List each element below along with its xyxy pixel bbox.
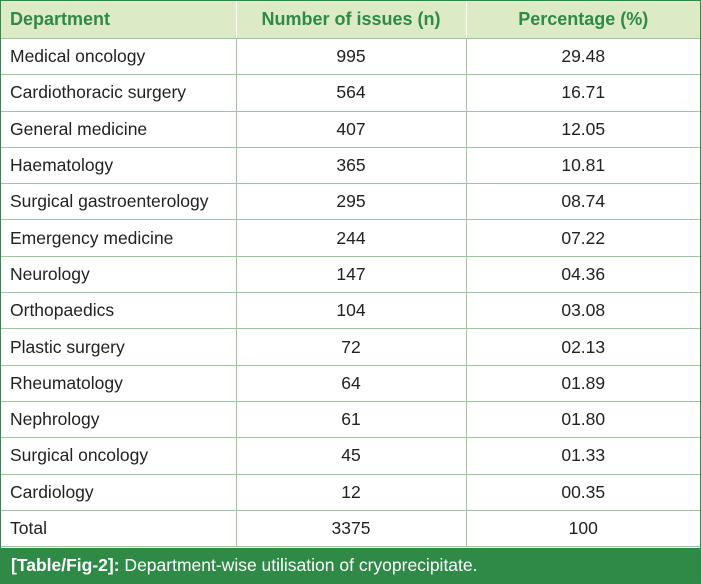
department-cell: Medical oncology — [1, 39, 236, 75]
header-percentage: Percentage (%) — [466, 1, 700, 39]
header-issues: Number of issues (n) — [236, 1, 466, 39]
header-department: Department — [1, 1, 236, 39]
table-row — [1, 474, 700, 510]
issues-cell: 61 — [236, 401, 466, 437]
issues-cell: 3375 — [236, 510, 466, 546]
percentage-cell: 07.22 — [466, 220, 700, 256]
issues-cell: 295 — [236, 184, 466, 220]
issues-cell: 72 — [236, 329, 466, 365]
department-cell: Rheumatology — [1, 365, 236, 401]
percentage-cell: 10.81 — [466, 147, 700, 183]
issues-cell: 564 — [236, 75, 466, 111]
percentage-cell: 01.80 — [466, 401, 700, 437]
department-cell: Plastic surgery — [1, 329, 236, 365]
percentage-cell: 03.08 — [466, 293, 700, 329]
percentage-cell: 08.74 — [466, 184, 700, 220]
percentage-cell: 100 — [466, 510, 700, 546]
table-row — [1, 365, 700, 401]
caption-tag: [Table/Fig-2]: — [11, 555, 120, 575]
percentage-cell: 04.36 — [466, 256, 700, 292]
percentage-cell: 29.48 — [466, 39, 700, 75]
table-row — [1, 293, 700, 329]
table-row — [1, 39, 700, 75]
table-header — [1, 1, 700, 39]
department-cell: Surgical gastroenterology — [1, 184, 236, 220]
table-row — [1, 184, 700, 220]
percentage-cell: 16.71 — [466, 75, 700, 111]
table-row — [1, 329, 700, 365]
issues-cell: 45 — [236, 438, 466, 474]
percentage-cell: 02.13 — [466, 329, 700, 365]
header-row — [1, 1, 700, 39]
issues-cell: 147 — [236, 256, 466, 292]
table-row — [1, 438, 700, 474]
issues-cell: 64 — [236, 365, 466, 401]
issues-cell: 104 — [236, 293, 466, 329]
table-body — [1, 39, 700, 547]
department-cell: Cardiothoracic surgery — [1, 75, 236, 111]
figure-caption — [1, 548, 700, 583]
table-row — [1, 220, 700, 256]
issues-cell: 995 — [236, 39, 466, 75]
percentage-cell: 00.35 — [466, 474, 700, 510]
issues-cell: 365 — [236, 147, 466, 183]
department-cell: Nephrology — [1, 401, 236, 437]
department-cell: Neurology — [1, 256, 236, 292]
percentage-cell: 01.89 — [466, 365, 700, 401]
table-row — [1, 510, 700, 546]
table-row — [1, 111, 700, 147]
department-cell: Orthopaedics — [1, 293, 236, 329]
issues-cell: 407 — [236, 111, 466, 147]
percentage-cell: 01.33 — [466, 438, 700, 474]
issues-cell: 244 — [236, 220, 466, 256]
department-cell: Haematology — [1, 147, 236, 183]
table-row — [1, 401, 700, 437]
percentage-cell: 12.05 — [466, 111, 700, 147]
issues-cell: 12 — [236, 474, 466, 510]
caption-text: Department-wise utilisation of cryoprecipitate. — [119, 555, 478, 575]
department-cell: Surgical oncology — [1, 438, 236, 474]
department-cell: Total — [1, 510, 236, 546]
table-row — [1, 256, 700, 292]
department-table — [1, 1, 700, 547]
table-row — [1, 75, 700, 111]
department-cell: Emergency medicine — [1, 220, 236, 256]
table-row — [1, 147, 700, 183]
department-cell: Cardiology — [1, 474, 236, 510]
department-cell: General medicine — [1, 111, 236, 147]
